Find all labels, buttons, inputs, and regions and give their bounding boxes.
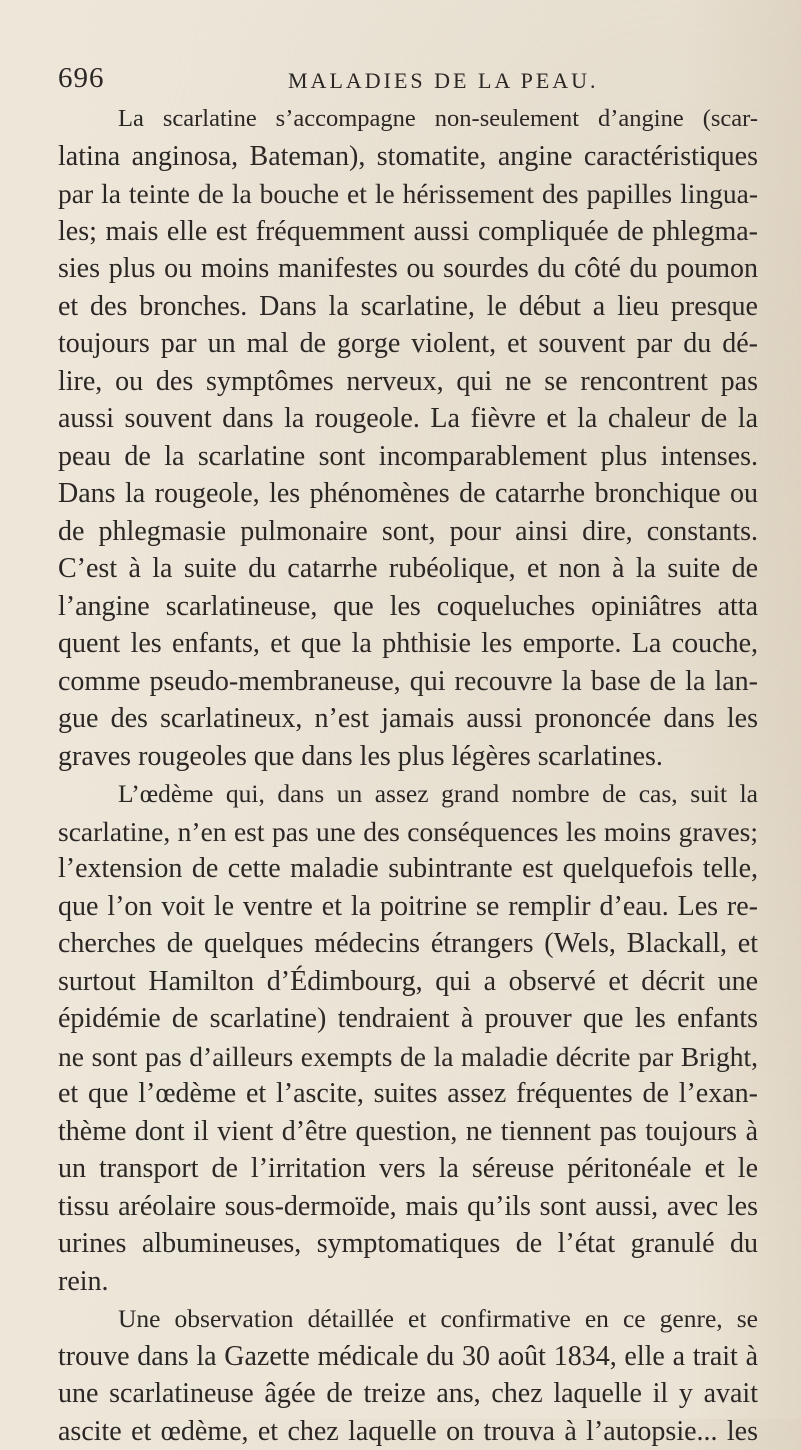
text-line: comme pseudo-membraneuse, qui recouvre la base de la lan- [58,663,758,701]
text-line: rein. [58,1263,758,1301]
text-line: lire, ou des symptômes nerveux, qui ne se rencontrent pas [58,363,758,401]
text-line: L’œdème qui, dans un assez grand nombre de cas, suit la [58,775,758,813]
text-line: trouve dans la Gazette médicale du 30 août 1834, elle a trait à [58,1338,758,1376]
text-line: épidémie de scarlatine) tendraient à prouver que les enfants [58,1000,758,1038]
text-line: Dans la rougeole, les phénomènes de catarrhe bronchique ou [58,475,758,513]
text-line: et des bronches. Dans la scarlatine, le début a lieu presque [58,288,758,326]
text-line: ne sont pas d’ailleurs exempts de la maladie décrite par Bright, [58,1038,758,1076]
text-line: surtout Hamilton d’Édimbourg, qui a observé et décrit une [58,963,758,1001]
body-text [58,100,758,1450]
text-line: de phlegmasie pulmonaire sont, pour ainsi dire, constants. [58,513,758,551]
text-line: tissu aréolaire sous-dermoïde, mais qu’ils sont aussi, avec les [58,1188,758,1226]
text-line: ascite et œdème, et chez laquelle on trouva à l’autopsie... les [58,1413,758,1450]
text-line: thème dont il vient d’être question, ne tiennent pas toujours à [58,1113,758,1151]
text-line: peau de la scarlatine sont incomparablement plus intenses. [58,438,758,476]
page-header [58,58,758,98]
text-line: urines albumineuses, symptomatiques de l’état granulé du [58,1225,758,1263]
text-line: gue des scarlatineux, n’est jamais aussi prononcée dans les [58,700,758,738]
text-line: l’extension de cette maladie subintrante est quelquefois telle, [58,850,758,888]
book-page [58,58,758,1450]
text-line: cherches de quelques médecins étrangers (Wels, Blackall, et [58,925,758,963]
text-line: et que l’œdème et l’ascite, suites assez fréquentes de l’exan- [58,1075,758,1113]
text-line: C’est à la suite du catarrhe rubéolique, et non à la suite de [58,550,758,588]
text-line: La scarlatine s’accompagne non-seulement d’angine (scar- [58,100,758,138]
text-line: scarlatine, n’en est pas une des conséquences les moins graves; [58,813,758,851]
text-line: par la teinte de la bouche et le hérissement des papilles lingua- [58,175,758,213]
text-line: quent les enfants, et que la phthisie les emporte. La couche, [58,625,758,663]
text-line: l’angine scarlatineuse, que les coqueluches opiniâtres atta [58,588,758,626]
text-line: que l’on voit le ventre et la poitrine se remplir d’eau. Les re- [58,888,758,926]
text-line: un transport de l’irritation vers la séreuse péritonéale et le [58,1150,758,1188]
text-line: Une observation détaillée et confirmative en ce genre, se [58,1300,758,1338]
text-line: latina anginosa, Bateman), stomatite, angine caractéristiques [58,138,758,176]
running-head: MALADIES DE LA PEAU. [288,68,599,94]
text-line: une scarlatineuse âgée de treize ans, chez laquelle il y avait [58,1375,758,1413]
text-line: sies plus ou moins manifestes ou sourdes du côté du poumon [58,250,758,288]
text-line: aussi souvent dans la rougeole. La fièvre et la chaleur de la [58,400,758,438]
page-number: 696 [58,62,105,95]
text-line: graves rougeoles que dans les plus légères scarlatines. [58,738,758,776]
text-line: les; mais elle est fréquemment aussi compliquée de phlegma- [58,213,758,251]
text-line: toujours par un mal de gorge violent, et souvent par du dé- [58,325,758,363]
